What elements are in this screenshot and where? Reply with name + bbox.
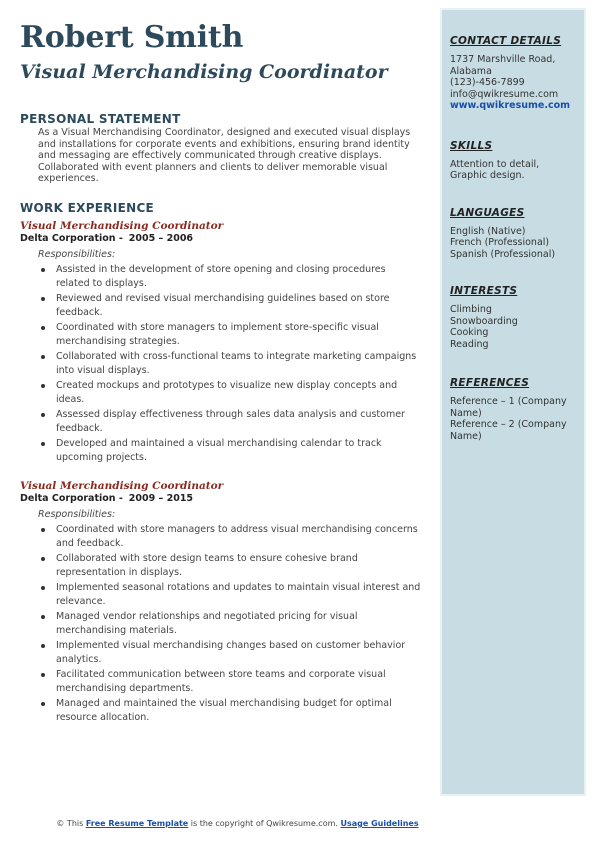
responsibilities-label: Responsibilities: [38, 248, 116, 260]
list-item: Managed vendor relationships and negotiated pricing for visual merchandising materials. [56, 610, 422, 639]
reference-item: Reference – 2 (Company Name) [450, 419, 567, 442]
interest-item: Cooking [450, 327, 489, 338]
list-item: Collaborated with cross-functional teams to integrate marketing campaigns into visual displays. [56, 350, 422, 379]
contact-section [450, 35, 582, 112]
footer-text: © This [56, 819, 86, 828]
list-item: Developed and maintained a visual merchandising calendar to track upcoming projects. [56, 437, 422, 466]
website-link[interactable]: www.qwikresume.com [450, 100, 571, 111]
job-entry [20, 220, 422, 466]
interest-item: Climbing [450, 304, 492, 315]
main-column [20, 20, 422, 726]
job-entry [20, 480, 422, 726]
sidebar [440, 8, 586, 796]
list-item: Assessed display effectiveness through sales data analysis and customer feedback. [56, 408, 422, 437]
responsibilities-list [20, 263, 422, 466]
interests-heading: INTERESTS [450, 285, 518, 297]
language-item: French (Professional) [450, 237, 550, 248]
job-title: Visual Merchandising Coordinator [20, 479, 224, 492]
interest-item: Reading [450, 338, 489, 350]
job-dates: 2009 – 2015 [128, 492, 194, 504]
list-item: Coordinated with store managers to implement store-specific visual merchandising strategies. [56, 321, 422, 350]
company-name: Delta Corporation - [20, 492, 123, 504]
list-item: Assisted in the development of store opening and closing procedures related to displays. [56, 263, 422, 292]
references-heading: REFERENCES [450, 377, 530, 389]
interest-item: Snowboarding [450, 315, 518, 327]
list-item: Reviewed and revised visual merchandising guidelines based on store feedback. [56, 292, 422, 321]
personal-statement-section [20, 112, 422, 185]
list-item: Coordinated with store managers to address visual merchandising concerns and feedback. [56, 523, 422, 552]
company-name: Delta Corporation - [20, 232, 123, 244]
languages-section [450, 207, 582, 261]
usage-guidelines-link[interactable]: Usage Guidelines [340, 819, 419, 828]
interests-section [450, 285, 582, 350]
candidate-title: Visual Merchandising Coordinator [20, 61, 388, 83]
phone-number: (123)-456-7899 [450, 77, 525, 88]
candidate-name: Robert Smith [20, 20, 244, 55]
list-item: Implemented visual merchandising changes based on customer behavior analytics. [56, 639, 422, 668]
languages-heading: LANGUAGES [450, 206, 525, 219]
job-company [20, 233, 422, 245]
list-item: Collaborated with store design teams to ensure cohesive brand representation in displays. [56, 552, 422, 581]
email-address: info@qwikresume.com [450, 88, 559, 100]
list-item: Created mockups and prototypes to visualize new display concepts and ideas. [56, 379, 422, 408]
personal-statement-text: As a Visual Merchandising Coordinator, designed and executed visual displays and installations for corporate events and exhibitions, ensuring brand identity and messaging are effectively communicated through creative displays. Collaborated with event planners and clients to deliver memorable visual experiences. [38, 127, 411, 184]
reference-item: Reference – 1 (Company Name) [450, 396, 567, 419]
skills-section [450, 140, 582, 182]
contact-details [450, 54, 582, 112]
list-item: Managed and maintained the visual merchandising budget for optimal resource allocation. [56, 697, 422, 726]
list-item: Facilitated communication between store teams and corporate visual merchandising departments. [56, 668, 422, 697]
footer [0, 819, 475, 829]
address-line: 1737 Marshville Road, [450, 54, 556, 65]
skills-heading: SKILLS [450, 139, 493, 152]
list-item: Implemented seasonal rotations and updates to maintain visual interest and relevance. [56, 581, 422, 610]
skill-item: Attention to detail, [450, 158, 540, 170]
work-experience-heading: WORK EXPERIENCE [20, 200, 155, 215]
references-section [450, 377, 582, 442]
footer-text: is the copyright of Qwikresume.com. [188, 819, 341, 828]
work-experience-section [20, 201, 422, 726]
job-title: Visual Merchandising Coordinator [20, 219, 224, 232]
contact-heading: CONTACT DETAILS [450, 35, 562, 47]
language-item: Spanish (Professional) [450, 248, 556, 260]
responsibilities-label: Responsibilities: [38, 508, 116, 520]
language-item: English (Native) [450, 225, 526, 237]
sidebar-content [450, 10, 582, 442]
personal-statement-heading: PERSONAL STATEMENT [20, 112, 181, 126]
free-resume-template-link[interactable]: Free Resume Template [85, 819, 189, 828]
responsibilities-list [20, 523, 422, 726]
skill-item: Graphic design. [450, 170, 525, 181]
address-line: Alabama [450, 65, 492, 77]
job-dates: 2005 – 2006 [128, 232, 194, 244]
job-company [20, 493, 422, 505]
